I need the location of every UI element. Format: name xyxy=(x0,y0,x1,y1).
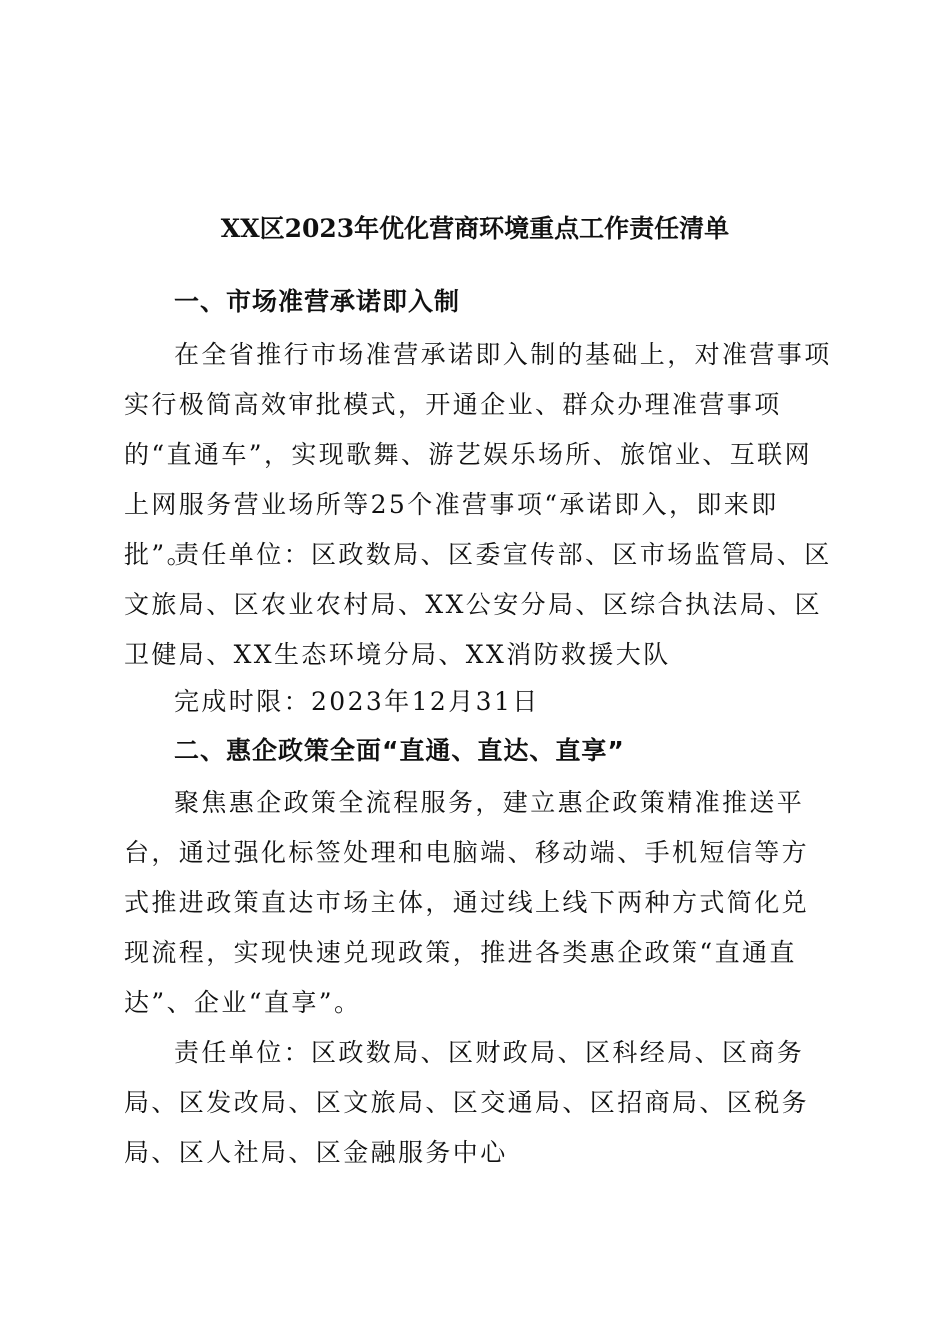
section-1-heading: 一、市场准营承诺即入制 xyxy=(174,287,461,316)
document-title: XX区2023年优化营商环境重点工作责任清单 xyxy=(220,214,730,243)
section-1-body: 在全省推行市场准营承诺即入制的基础上，对准营事项实行极简高效审批模式，开通企业、群众办理准营事项的“直通车”，实现歌舞、游艺娱乐场所、旅馆业、互联网上网服务营业场所等25个准营事项“承诺即入，即来即批”。 xyxy=(124,340,832,569)
section-2-responsible-units: 责任单位：区政数局、区财政局、区科经局、区商务局、区发改局、区文旅局、区交通局、区招商局、区税务局、区人社局、区金融服务中心 xyxy=(124,1038,810,1167)
section-2-heading: 二、惠企政策全面“直通、直达、直享” xyxy=(174,736,625,765)
section-1-deadline: 完成时限：2023年12月31日 xyxy=(174,687,540,716)
section-1-responsible-units: 责任单位：区政数局、区委宣传部、区市场监管局、区文旅局、区农业农村局、XX公安分局、区综合执法局、区卫健局、XX生态环境分局、XX消防救援大队 xyxy=(124,540,832,669)
section-2-body: 聚焦惠企政策全流程服务，建立惠企政策精准推送平台，通过强化标签处理和电脑端、移动端、手机短信等方式推进政策直达市场主体，通过线上线下两种方式简化兑现流程，实现快速兑现政策，推进各类惠企政策“直通直达”、企业“直享”。 xyxy=(124,788,810,1017)
